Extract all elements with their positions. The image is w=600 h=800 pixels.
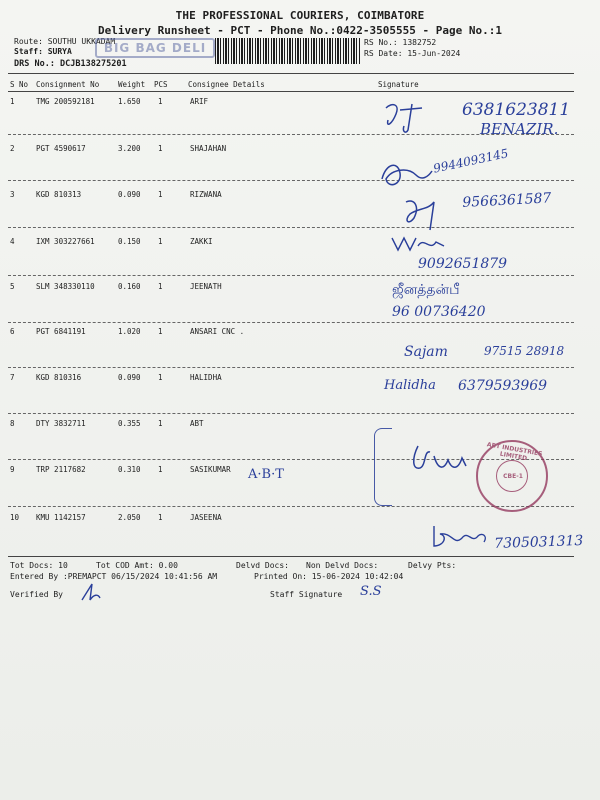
- staff-signature-handwritten: S.S: [360, 584, 382, 599]
- row-pcs: 1: [158, 282, 163, 291]
- row-consignment: KGD 810316: [36, 373, 82, 382]
- row-sno: 7: [10, 373, 15, 382]
- delivery-points: Delvy Pts:: [408, 561, 457, 570]
- rs-number: RS No.: 1382752: [364, 38, 437, 47]
- non-delivered-docs: Non Delvd Docs:: [306, 561, 379, 570]
- row10-phone-handwritten: 7305031313: [494, 532, 584, 552]
- row-consignee: SHAJAHAN: [190, 144, 227, 153]
- row-pcs: 1: [158, 237, 163, 246]
- row-sno: 10: [10, 513, 20, 522]
- row-consignment: TRP 2117682: [36, 465, 86, 474]
- row-consignee: JEENATH: [190, 282, 222, 291]
- runsheet-subtitle: Delivery Runsheet - PCT - Phone No.:0422-3505555 - Page No.:1: [98, 24, 502, 37]
- row-weight: 0.160: [118, 282, 141, 291]
- row-consignee: ZAKKI: [190, 237, 213, 246]
- row-pcs: 1: [158, 144, 163, 153]
- row-sno: 2: [10, 144, 15, 153]
- row6-name-handwritten: Sajam: [404, 344, 448, 360]
- row-weight: 1.650: [118, 97, 141, 106]
- row-divider: [8, 275, 574, 276]
- row-sno: 1: [10, 97, 15, 106]
- row-pcs: 1: [158, 419, 163, 428]
- row-sno: 5: [10, 282, 15, 291]
- row-sno: 6: [10, 327, 15, 336]
- printed-on: Printed On: 15-06-2024 10:42:04: [254, 572, 404, 581]
- row-weight: 1.020: [118, 327, 141, 336]
- total-docs: Tot Docs: 10: [10, 561, 68, 570]
- row5-tamil-handwritten: ஜீனத்தன்பீ: [392, 282, 460, 298]
- company-seal: [476, 440, 548, 512]
- row-consignment: SLM 348330110: [36, 282, 95, 291]
- col-weight: Weight: [118, 80, 146, 89]
- row-divider: [8, 322, 574, 323]
- row-consignee: JASEENA: [190, 513, 222, 522]
- signature-scrawl-4: [388, 230, 448, 256]
- row-consignee: HALIDHA: [190, 373, 222, 382]
- row9-abt-handwritten: A·B·T: [248, 467, 284, 482]
- footer-top-rule: [8, 556, 574, 557]
- seal-text: ABT INDUSTRIES LIMITED: [486, 441, 543, 463]
- row-pcs: 1: [158, 465, 163, 474]
- route-label: Route: SOUTHU UKKADAM: [14, 37, 116, 46]
- row7-name-handwritten: Halidha: [384, 378, 436, 393]
- row-consignment: KGD 810313: [36, 190, 82, 199]
- row-consignment: KMU 1142157: [36, 513, 86, 522]
- col-pcs: PCS: [154, 80, 168, 89]
- signature-scrawl-1: [382, 100, 442, 136]
- col-consignee: Consignee Details: [188, 80, 265, 89]
- signature-scrawl-3: [400, 196, 460, 232]
- row-weight: 2.050: [118, 513, 141, 522]
- row-consignee: ARIF: [190, 97, 209, 106]
- entered-by: Entered By :PREMAPCT 06/15/2024 10:41:56 AM: [10, 572, 218, 581]
- row-consignment: DTY 3832711: [36, 419, 86, 428]
- signature-scrawl-9: [408, 440, 478, 484]
- row-consignment: IXM 303227661: [36, 237, 95, 246]
- rs-date: RS Date: 15-Jun-2024: [364, 49, 461, 58]
- verified-signature-mark: [78, 582, 104, 604]
- row5-phone-handwritten: 96 00736420: [392, 304, 486, 320]
- row1-name-handwritten: BENAZIR.: [480, 120, 559, 138]
- big-bag-stamp: BIG BAG DELI: [95, 38, 215, 58]
- row-pcs: 1: [158, 373, 163, 382]
- header-top-rule: [8, 73, 574, 74]
- row-consignee: ANSARI CNC .: [190, 327, 245, 336]
- row1-phone-handwritten: 6381623811: [462, 100, 571, 120]
- row-divider: [8, 413, 574, 414]
- row4-phone-handwritten: 9092651879: [418, 256, 508, 272]
- row-sno: 4: [10, 237, 15, 246]
- row-weight: 0.090: [118, 190, 141, 199]
- row-consignee: RIZWANA: [190, 190, 222, 199]
- row2-phone-handwritten: 9944093145: [432, 146, 510, 176]
- signature-bracket: [374, 428, 392, 506]
- row3-phone-handwritten: 9566361587: [462, 190, 552, 211]
- staff-signature-label: Staff Signature: [270, 590, 343, 599]
- total-cod-amount: Tot COD Amt: 0.00: [96, 561, 178, 570]
- staff-label: Staff: SURYA: [14, 47, 72, 56]
- seal-center: CBE-1: [503, 473, 523, 480]
- row-pcs: 1: [158, 97, 163, 106]
- row-divider: [8, 367, 574, 368]
- verified-by-label: Verified By: [10, 590, 63, 599]
- row6-phone-handwritten: 97515 28918: [484, 344, 565, 358]
- row7-phone-handwritten: 6379593969: [458, 378, 548, 394]
- row-pcs: 1: [158, 327, 163, 336]
- company-title: THE PROFESSIONAL COURIERS, COIMBATORE: [175, 9, 425, 22]
- header-bottom-rule: [8, 91, 574, 92]
- row-consignment: PGT 4590617: [36, 144, 86, 153]
- col-consignment: Consignment No: [36, 80, 100, 89]
- row-weight: 0.310: [118, 465, 141, 474]
- row-weight: 0.090: [118, 373, 141, 382]
- row-consignee: ABT: [190, 419, 204, 428]
- row-sno: 8: [10, 419, 15, 428]
- row-weight: 3.200: [118, 144, 141, 153]
- row-consignment: TMG 200592181: [36, 97, 95, 106]
- row-pcs: 1: [158, 190, 163, 199]
- row-divider: [8, 180, 574, 181]
- row-sno: 9: [10, 465, 15, 474]
- row-divider: [8, 506, 574, 507]
- row-consignee: SASIKUMAR: [190, 465, 231, 474]
- row-weight: 0.355: [118, 419, 141, 428]
- barcode-image: [215, 38, 360, 64]
- row-sno: 3: [10, 190, 15, 199]
- row-pcs: 1: [158, 513, 163, 522]
- row-divider: [8, 227, 574, 228]
- signature-scrawl-10: [428, 522, 498, 554]
- col-signature: Signature: [378, 80, 419, 89]
- delivered-docs: Delvd Docs:: [236, 561, 289, 570]
- signature-scrawl-2: [378, 155, 438, 195]
- col-sno: S No: [10, 80, 29, 89]
- row-weight: 0.150: [118, 237, 141, 246]
- row-consignment: PGT 6841191: [36, 327, 86, 336]
- drs-number: DRS No.: DCJB138275201: [14, 59, 127, 69]
